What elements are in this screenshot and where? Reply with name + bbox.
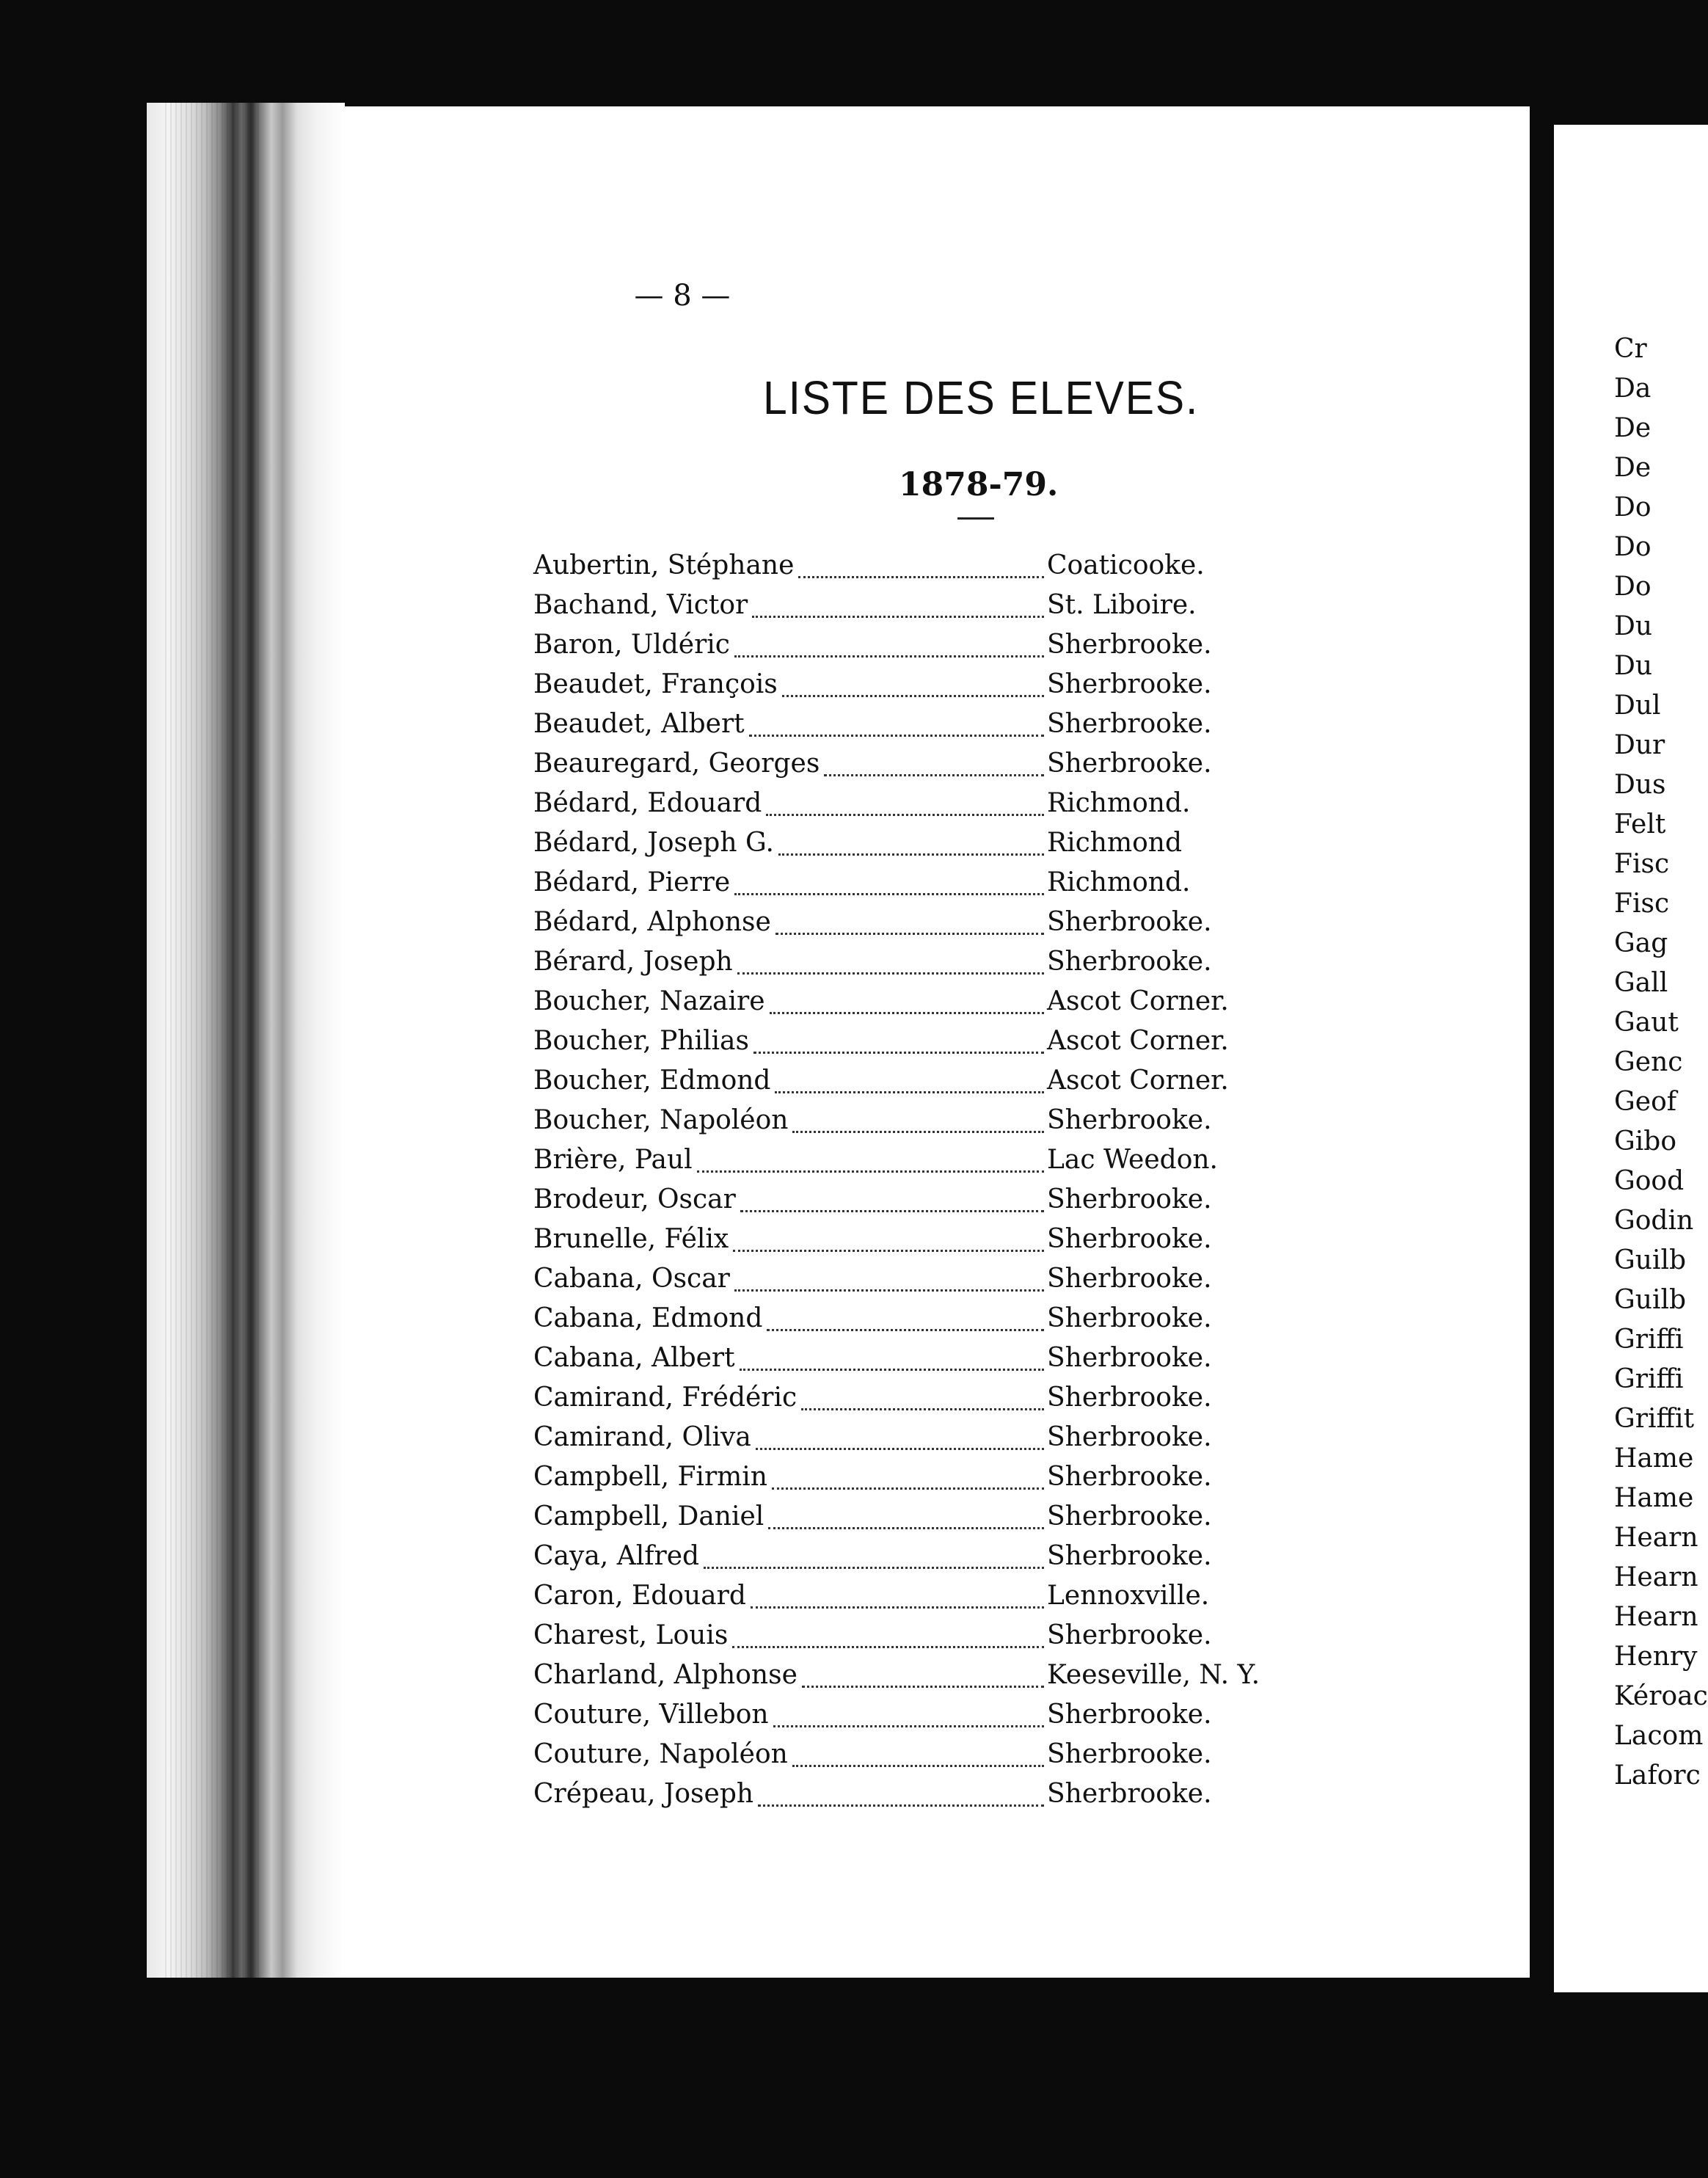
dot-leader (749, 735, 1044, 737)
student-row (533, 550, 1267, 590)
student-row (533, 630, 1267, 669)
right-page-fragment: Hearn (1614, 1562, 1698, 1592)
page-edges (165, 103, 260, 1978)
right-page-fragment: Fisc (1614, 849, 1670, 879)
student-row (533, 1383, 1267, 1422)
right-page-fragment: Guilb (1614, 1245, 1687, 1275)
right-page-fragment: Hame (1614, 1483, 1694, 1513)
student-row (533, 1620, 1267, 1660)
student-row (533, 669, 1267, 709)
student-name: Campbell, Daniel (533, 1501, 764, 1531)
right-page-fragment: Henry (1614, 1642, 1698, 1672)
dot-leader (802, 1686, 1044, 1688)
right-page-fragment: Genc (1614, 1047, 1683, 1077)
student-hometown: Sherbrooke. (1047, 1422, 1212, 1452)
school-year: 1878-79. (899, 466, 1059, 503)
student-row (533, 1224, 1267, 1264)
student-name: Boucher, Nazaire (533, 986, 765, 1016)
dot-leader (758, 1804, 1044, 1807)
student-name: Couture, Napoléon (533, 1739, 788, 1769)
dot-leader (733, 1250, 1044, 1252)
student-name: Boucher, Philias (533, 1026, 749, 1056)
dot-leader (766, 814, 1044, 816)
student-hometown: Sherbrooke. (1047, 709, 1212, 739)
student-name: Baron, Uldéric (533, 630, 730, 660)
student-row (533, 828, 1267, 867)
dot-leader (740, 1210, 1044, 1212)
student-name: Caron, Edouard (533, 1581, 746, 1611)
student-name: Campbell, Firmin (533, 1462, 767, 1492)
student-row (533, 749, 1267, 788)
student-name: Beauregard, Georges (533, 749, 820, 779)
right-page-fragment: De (1614, 413, 1652, 443)
right-page-fragment: Cr (1614, 334, 1647, 364)
student-hometown: Keeseville, N. Y. (1047, 1660, 1260, 1690)
dot-leader (752, 616, 1044, 618)
student-name: Bédard, Joseph G. (533, 828, 774, 858)
student-name: Brodeur, Oscar (533, 1184, 736, 1214)
student-name: Cabana, Edmond (533, 1303, 763, 1333)
right-page-fragment: Griffi (1614, 1364, 1684, 1394)
student-row (533, 1264, 1267, 1303)
student-row (533, 1026, 1267, 1066)
student-row (533, 709, 1267, 749)
right-page-fragment: Dus (1614, 770, 1666, 800)
student-row (533, 1700, 1267, 1739)
student-hometown: Sherbrooke. (1047, 907, 1212, 937)
student-hometown: Sherbrooke. (1047, 947, 1212, 977)
student-row (533, 986, 1267, 1026)
right-page-fragment: Hearn (1614, 1523, 1698, 1553)
student-hometown: Sherbrooke. (1047, 1224, 1212, 1254)
right-page-fragment: Lacom (1614, 1721, 1704, 1751)
student-name: Brière, Paul (533, 1145, 693, 1175)
dot-leader (767, 1329, 1044, 1331)
student-name: Bédard, Edouard (533, 788, 762, 818)
page-number: — 8 — (634, 279, 731, 313)
student-row (533, 1739, 1267, 1779)
dot-leader (775, 933, 1044, 935)
student-row (533, 1501, 1267, 1541)
dot-leader (732, 1646, 1044, 1648)
student-name: Camirand, Frédéric (533, 1383, 798, 1413)
student-name: Cabana, Oscar (533, 1264, 730, 1294)
right-page-fragment: Gaut (1614, 1008, 1679, 1038)
student-name: Caya, Alfred (533, 1541, 700, 1571)
dot-leader (778, 853, 1044, 856)
student-hometown: Sherbrooke. (1047, 1620, 1212, 1650)
student-hometown: Sherbrooke. (1047, 1343, 1212, 1373)
student-hometown: Sherbrooke. (1047, 669, 1212, 699)
right-page-fragment: Dur (1614, 730, 1665, 760)
right-page-fragment: Hearn (1614, 1602, 1698, 1632)
student-name: Crépeau, Joseph (533, 1779, 754, 1809)
dot-leader (697, 1170, 1044, 1173)
right-page-fragment: Kéroac (1614, 1681, 1708, 1711)
student-row (533, 1066, 1267, 1105)
dot-leader (753, 1052, 1044, 1054)
student-name: Bédard, Alphonse (533, 907, 771, 937)
student-row (533, 1184, 1267, 1224)
student-hometown: Richmond. (1047, 788, 1191, 818)
student-name: Bédard, Pierre (533, 867, 731, 897)
right-page-fragment: Griffit (1614, 1404, 1695, 1434)
student-name: Brunelle, Félix (533, 1224, 729, 1254)
right-page-fragment: Gag (1614, 928, 1668, 958)
student-row (533, 788, 1267, 828)
student-hometown: Sherbrooke. (1047, 1105, 1212, 1135)
student-name: Boucher, Edmond (533, 1066, 771, 1096)
student-name: Beaudet, Albert (533, 709, 745, 739)
student-name: Bérard, Joseph (533, 947, 733, 977)
student-hometown: Sherbrooke. (1047, 1739, 1212, 1769)
student-hometown: Richmond. (1047, 867, 1191, 897)
right-page-fragment: Laforc (1614, 1760, 1701, 1791)
right-page-fragment: Da (1614, 374, 1652, 404)
student-hometown: Lac Weedon. (1047, 1145, 1218, 1175)
student-hometown: Sherbrooke. (1047, 1779, 1212, 1809)
right-page-fragment: Du (1614, 651, 1653, 681)
right-page-fragment: Gall (1614, 968, 1668, 998)
right-page-fragment: Do (1614, 532, 1652, 562)
student-row (533, 1105, 1267, 1145)
student-hometown: Ascot Corner. (1047, 986, 1229, 1016)
right-page-fragment: Felt (1614, 809, 1666, 839)
student-hometown: Lennoxville. (1047, 1581, 1210, 1611)
student-row (533, 947, 1267, 986)
student-hometown: Ascot Corner. (1047, 1026, 1229, 1056)
dot-leader (792, 1131, 1044, 1133)
student-hometown: St. Liboire. (1047, 590, 1197, 620)
dot-leader (734, 1289, 1044, 1292)
student-hometown: Sherbrooke. (1047, 1303, 1212, 1333)
student-hometown: Sherbrooke. (1047, 1383, 1212, 1413)
student-hometown: Ascot Corner. (1047, 1066, 1229, 1096)
student-row (533, 867, 1267, 907)
dot-leader (801, 1408, 1044, 1410)
dot-leader (782, 695, 1044, 697)
dot-leader (772, 1487, 1044, 1490)
student-hometown: Sherbrooke. (1047, 1700, 1212, 1730)
right-page-fragment: Du (1614, 611, 1653, 641)
right-page-fragment: Fisc (1614, 889, 1670, 919)
student-row (533, 1145, 1267, 1184)
student-row (533, 1581, 1267, 1620)
student-name: Aubertin, Stéphane (533, 550, 795, 580)
dot-leader (756, 1448, 1044, 1450)
student-hometown: Sherbrooke. (1047, 749, 1212, 779)
student-row (533, 1541, 1267, 1581)
student-row (533, 1779, 1267, 1818)
dot-leader (740, 1369, 1044, 1371)
dot-leader (770, 1012, 1044, 1014)
dot-leader (734, 655, 1044, 658)
student-list (533, 550, 1267, 1818)
right-page-fragment: Hame (1614, 1443, 1694, 1474)
dot-leader (773, 1725, 1044, 1727)
student-row (533, 1660, 1267, 1700)
student-name: Charest, Louis (533, 1620, 729, 1650)
dot-leader (775, 1091, 1044, 1093)
dot-leader (734, 893, 1044, 895)
right-page-fragment: Dul (1614, 691, 1661, 721)
student-hometown: Sherbrooke. (1047, 630, 1212, 660)
dot-leader (737, 972, 1044, 975)
student-hometown: Sherbrooke. (1047, 1501, 1212, 1531)
student-row (533, 907, 1267, 947)
student-name: Beaudet, François (533, 669, 778, 699)
dot-leader (751, 1606, 1044, 1609)
student-hometown: Sherbrooke. (1047, 1541, 1212, 1571)
right-page-fragment: Do (1614, 572, 1652, 602)
student-hometown: Sherbrooke. (1047, 1264, 1212, 1294)
right-page-fragment: Good (1614, 1166, 1685, 1196)
student-hometown: Sherbrooke. (1047, 1184, 1212, 1214)
right-page-fragment: De (1614, 453, 1652, 483)
student-row (533, 1343, 1267, 1383)
student-name: Camirand, Oliva (533, 1422, 751, 1452)
dot-leader (798, 576, 1044, 578)
student-name: Bachand, Victor (533, 590, 748, 620)
student-row (533, 1462, 1267, 1501)
right-page-fragment: Griffi (1614, 1325, 1684, 1355)
student-row (533, 1422, 1267, 1462)
student-hometown: Richmond (1047, 828, 1183, 858)
dot-leader (704, 1567, 1044, 1569)
right-page-fragment: Do (1614, 492, 1652, 522)
student-name: Charland, Alphonse (533, 1660, 798, 1690)
student-name: Cabana, Albert (533, 1343, 735, 1373)
right-page-fragment: Geof (1614, 1087, 1677, 1117)
student-hometown: Sherbrooke. (1047, 1462, 1212, 1492)
page-title: LISTE DES ELEVES. (763, 371, 1200, 424)
dot-leader (824, 774, 1044, 776)
right-page-name-fragments (1614, 334, 1708, 1800)
right-page-fragment: Gibo (1614, 1126, 1676, 1157)
student-hometown: Coaticooke. (1047, 550, 1205, 580)
student-name: Couture, Villebon (533, 1700, 769, 1730)
student-row (533, 590, 1267, 630)
student-name: Boucher, Napoléon (533, 1105, 789, 1135)
right-page-fragment: Godin (1614, 1206, 1694, 1236)
dot-leader (768, 1527, 1044, 1529)
right-page-fragment: Guilb (1614, 1285, 1687, 1315)
student-row (533, 1303, 1267, 1343)
left-page (341, 106, 1530, 1978)
dot-leader (792, 1765, 1044, 1767)
separator-dash (957, 517, 994, 520)
